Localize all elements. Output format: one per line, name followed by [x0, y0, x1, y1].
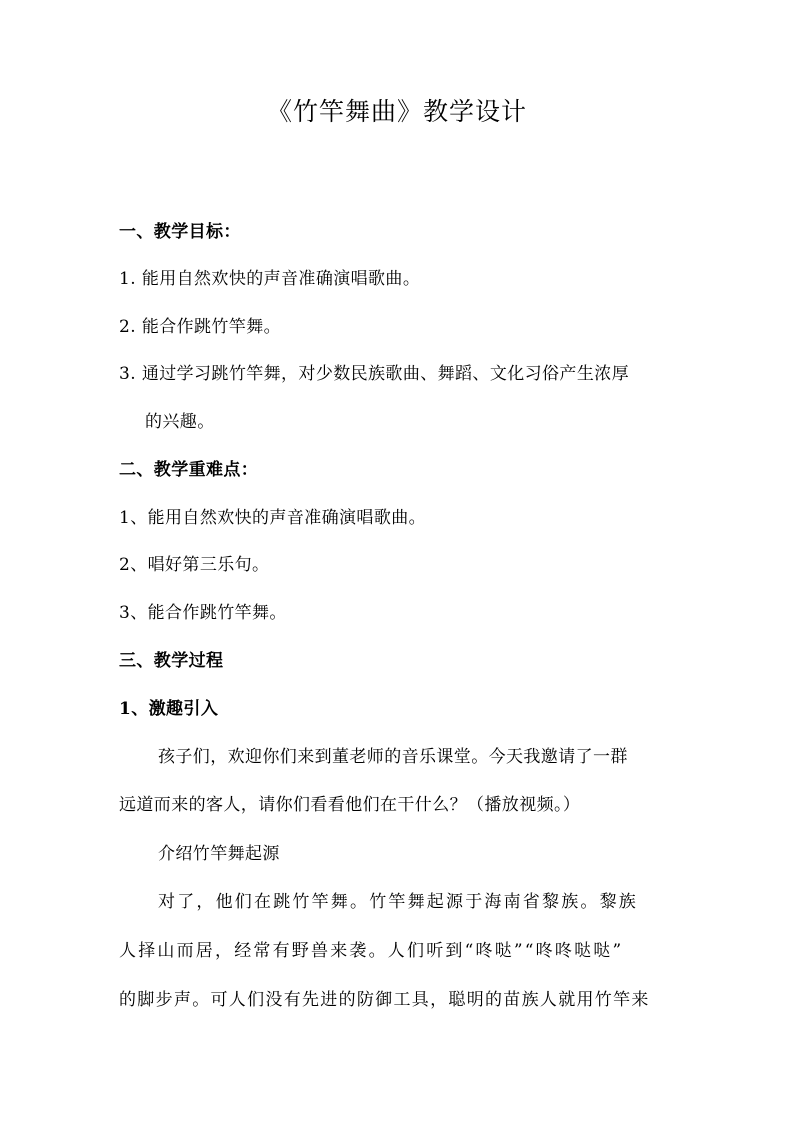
keypoint-item-1: 1、能用自然欢快的声音准确演唱歌曲。 — [119, 508, 427, 528]
section-heading-process: 三、教学过程 — [119, 651, 224, 671]
paragraph-line: 人择山而居，经常有野兽来袭。人们听到“咚哒”“咚咚哒哒” — [119, 941, 624, 961]
goal-item-2: 2. 能合作跳竹竿舞。 — [119, 317, 282, 337]
paragraph-line: 远道而来的客人，请你们看看他们在干什么？（播放视频。） — [119, 795, 581, 815]
keypoint-item-2: 2、唱好第三乐句。 — [119, 555, 270, 575]
document-title: 《竹竿舞曲》教学设计 — [266, 97, 527, 126]
step-heading-intro: 1、激趣引入 — [119, 699, 219, 719]
goal-item-3: 3. 通过学习跳竹竿舞，对少数民族歌曲、舞蹈、文化习俗产生浓厚 — [119, 364, 630, 384]
paragraph-line: 对了，他们在跳竹竿舞。竹竿舞起源于海南省黎族。黎族 — [158, 892, 638, 912]
section-heading-goals: 一、教学目标： — [119, 222, 241, 242]
goal-item-1: 1. 能用自然欢快的声音准确演唱歌曲。 — [119, 269, 421, 289]
goal-item-3-continued: 的兴趣。 — [145, 412, 215, 432]
section-heading-keypoints: 二、教学重难点： — [119, 460, 259, 480]
paragraph-line: 孩子们，欢迎你们来到董老师的音乐课堂。今天我邀请了一群 — [158, 747, 628, 767]
keypoint-item-3: 3、能合作跳竹竿舞。 — [119, 603, 287, 623]
paragraph-line: 的脚步声。可人们没有先进的防御工具，聪明的苗族人就用竹竿来 — [119, 990, 650, 1010]
intro-label: 介绍竹竿舞起源 — [158, 844, 280, 864]
